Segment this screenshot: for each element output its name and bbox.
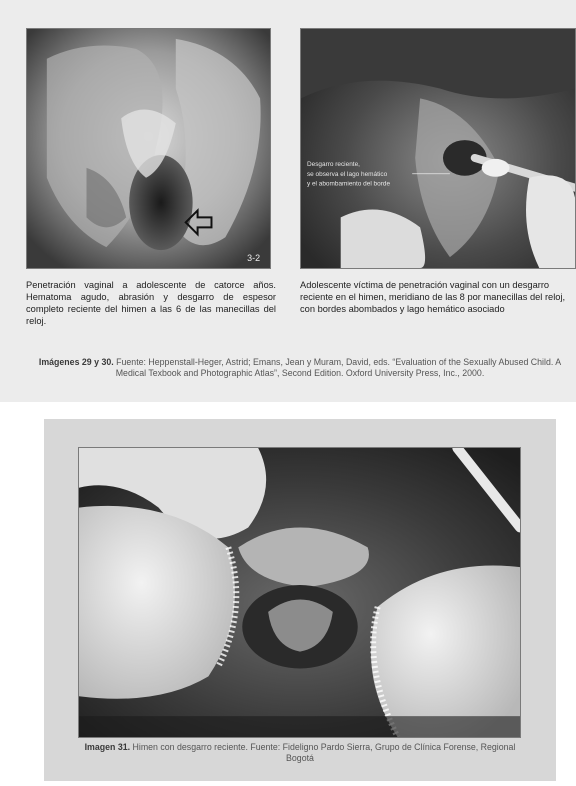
image-30-caption: Adolescente víctima de penetración vaginal con un desgarro reciente en el himen, meridiano de las 8 por manecillas del reloj, con bordes abombados y lago hemático asociado bbox=[300, 280, 566, 314]
credit-text: Fuente: Heppenstall-Heger, Astrid; Emans, Jean y Muram, David, eds. “Evaluation of the Sexually Abused Child. A Medical Texbook and Photographic Atlas”, Second Edition. Oxford University Press, Inc., 2000. bbox=[113, 357, 562, 378]
image-29-photo bbox=[26, 28, 271, 269]
image-30-annotation-line-1: Desgarro reciente, bbox=[306, 160, 360, 168]
image-31-label: Imagen 31. bbox=[84, 742, 131, 752]
image-29-caption: Penetración vaginal a adolescente de catorce años. Hematoma agudo, abrasión y desgarro de espesor completo reciente del himen a las 6 de las manecillas del reloj. bbox=[26, 280, 276, 326]
image-31-text: Himen con desgarro reciente. Fuente: Fideligno Pardo Sierra, Grupo de Clínica Forense, Regional Bogotá bbox=[130, 742, 516, 763]
image-30-annotation-line-3: y el abombamiento del borde bbox=[306, 180, 391, 188]
images-29-30-credit bbox=[30, 357, 570, 379]
image-31-photo bbox=[78, 447, 521, 738]
image-31-caption bbox=[70, 742, 530, 764]
credit-label: Imágenes 29 y 30. bbox=[38, 357, 114, 367]
image-30-annotation-line-2: se observa el lago hemático bbox=[306, 170, 388, 178]
image-29-stamp: 3-2 bbox=[247, 253, 261, 264]
image-30-photo bbox=[300, 28, 576, 269]
